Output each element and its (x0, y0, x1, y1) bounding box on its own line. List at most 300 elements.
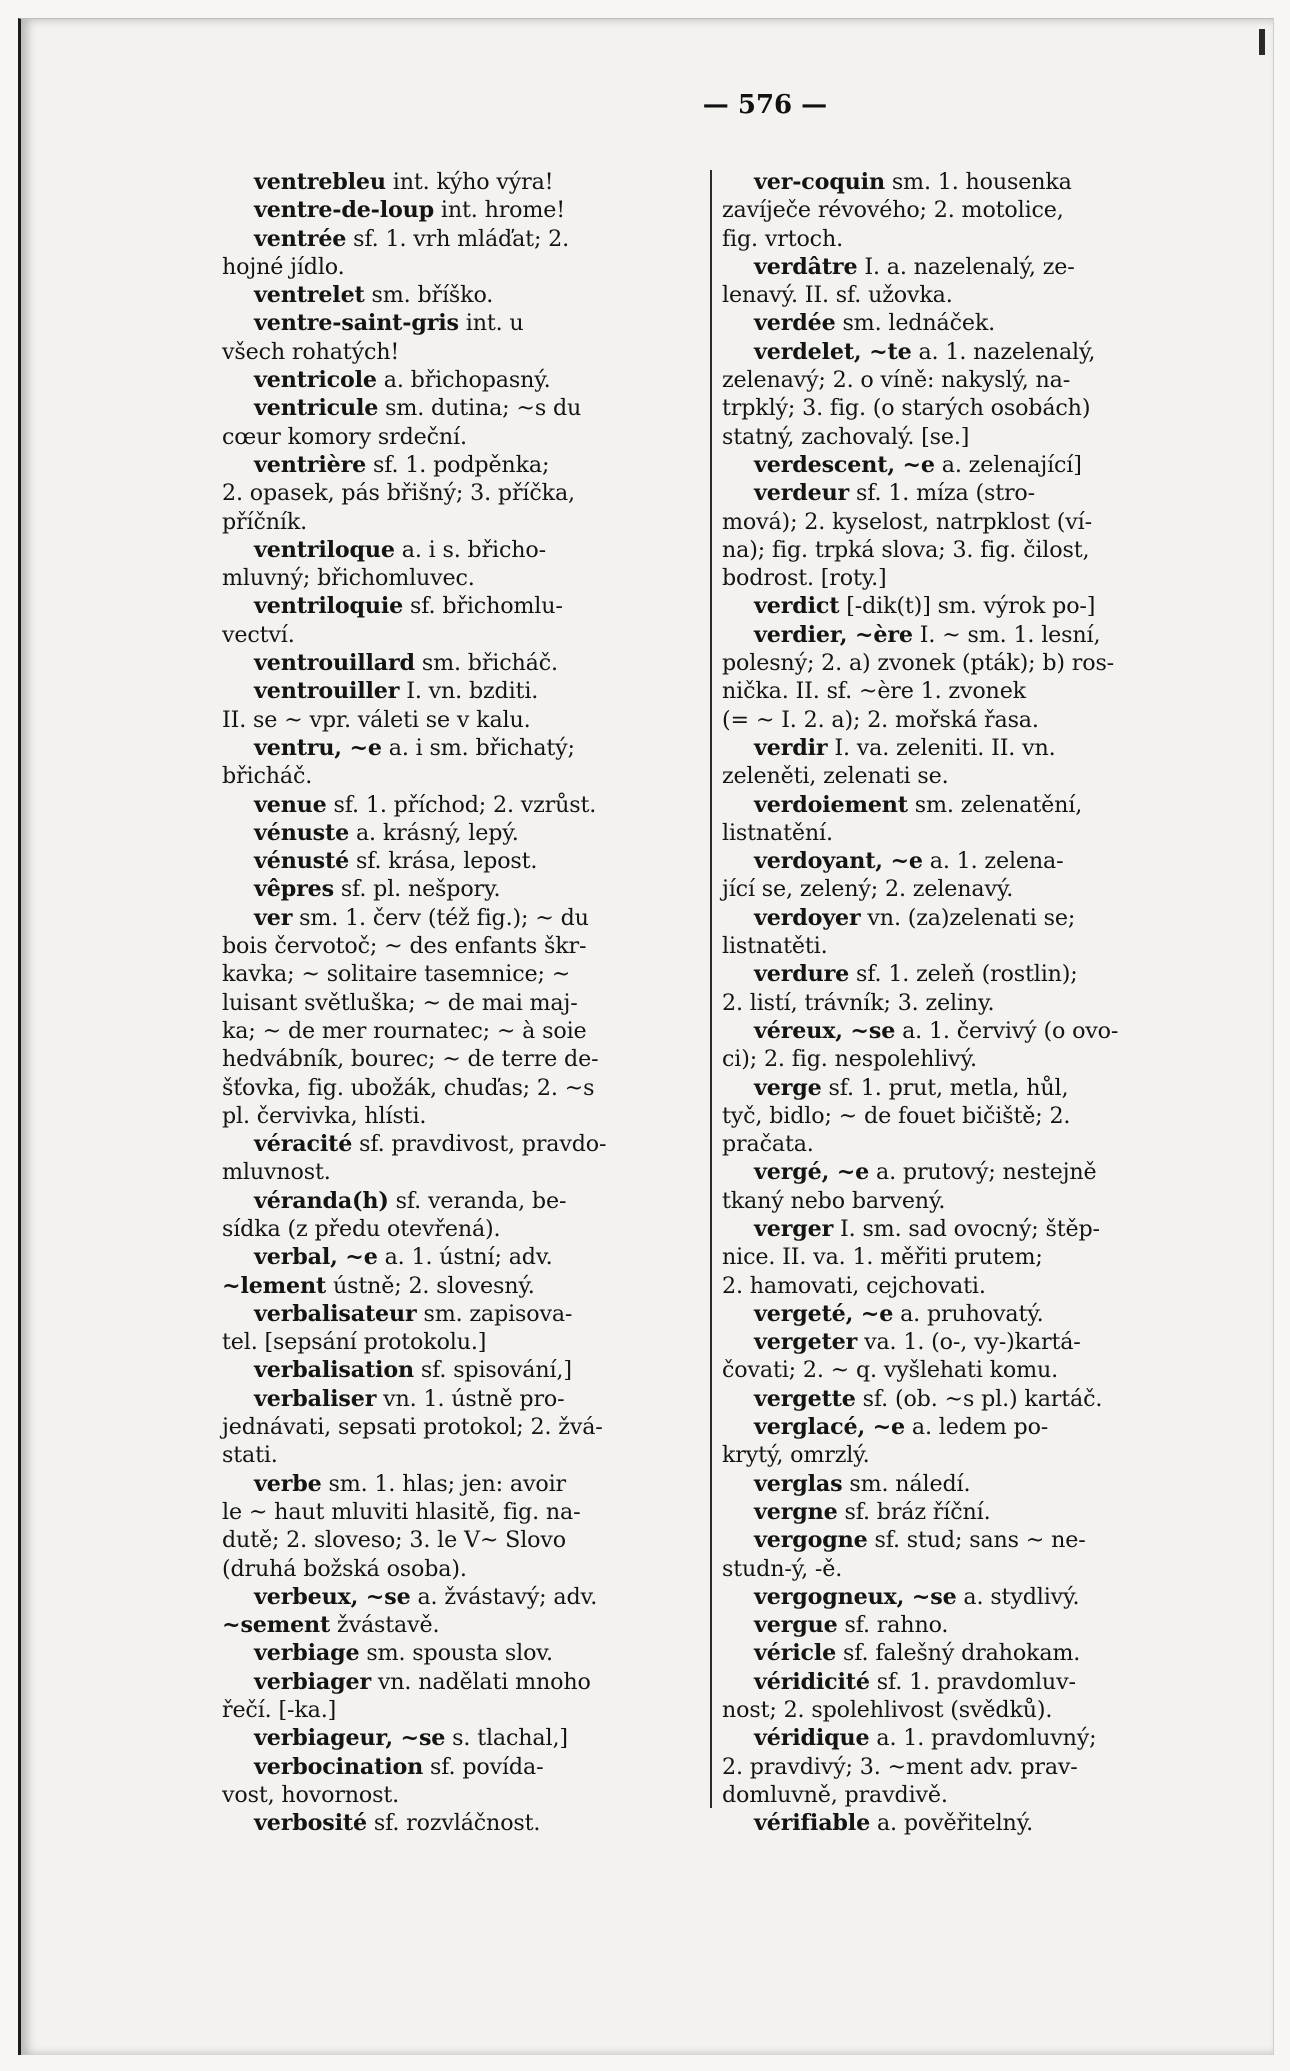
dictionary-continuation-line (722, 875, 1202, 903)
definition-text: le ~ haut mluviti hlasitě, fig. na- (222, 1498, 581, 1525)
headword: ventrebleu (254, 169, 386, 195)
dictionary-entry-line (222, 734, 702, 762)
headword: ventrouillard (254, 650, 415, 677)
dictionary-entry-line (722, 1611, 1202, 1639)
dictionary-entry-line (722, 253, 1202, 281)
definition-text: kavka; ~ solitaire tasemnice; ~ (222, 961, 571, 988)
headword: véridicité (754, 1668, 870, 1695)
headword: véricle (754, 1640, 837, 1667)
definition-text: šťovka, fig. ubožák, chuďas; 2. ~s (222, 1074, 595, 1101)
definition-text: pl. červivka, hlísti. (222, 1102, 427, 1129)
dictionary-entry-line (222, 1130, 702, 1158)
definition-text: sf. (ob. ~s pl.) kartáč. (855, 1385, 1103, 1412)
dictionary-entry-line (722, 1017, 1202, 1045)
headword: ventricule (254, 395, 379, 422)
definition-text: tyč, bidlo; ~ de fouet bičiště; 2. (722, 1102, 1071, 1129)
dictionary-continuation-line (222, 253, 702, 281)
definition-text: lenavý. II. sf. užovka. (722, 282, 953, 309)
dictionary-entry-line (722, 1158, 1202, 1186)
dictionary-entry-line (222, 1724, 702, 1752)
dictionary-continuation-line (722, 932, 1202, 960)
headword: ver-coquin (754, 169, 885, 195)
definition-text: I. a. nazelenalý, ze- (857, 253, 1075, 280)
dictionary-columns (222, 168, 1202, 1837)
definition-text: sm. náledí. (842, 1470, 971, 1497)
dictionary-entry-line (222, 1668, 702, 1696)
dictionary-entry-line (222, 225, 702, 253)
dictionary-entry-line (722, 734, 1202, 762)
definition-text: sm. 1. červ (též fig.); ~ du (292, 904, 589, 931)
dictionary-continuation-line (222, 1215, 702, 1243)
definition-text: sf. 1. pravdomluv- (869, 1668, 1076, 1695)
dictionary-continuation-line (722, 1243, 1202, 1271)
definition-text: a. 1. ústní; adv. (377, 1244, 553, 1271)
definition-text: ci); 2. fig. nespolehlivý. (722, 1046, 977, 1073)
headword: verbal, ~e (254, 1244, 378, 1271)
headword: vergeté, ~e (754, 1300, 894, 1327)
dictionary-continuation-line (222, 621, 702, 649)
definition-text: sm. břicháč. (414, 650, 558, 677)
page-edge-mark (1259, 29, 1265, 55)
dictionary-continuation-line (222, 1017, 702, 1045)
dictionary-continuation-line (222, 1441, 702, 1469)
dictionary-continuation-line (222, 338, 702, 366)
headword: véridique (754, 1725, 870, 1752)
dictionary-continuation-line (222, 1158, 702, 1186)
dictionary-entry-line (222, 1583, 702, 1611)
definition-text: sm. 1. housenka (884, 169, 1072, 195)
dictionary-entry-line (722, 1385, 1202, 1413)
dictionary-continuation-line (222, 1074, 702, 1102)
definition-text: luisant světluška; ~ de mai maj- (222, 989, 578, 1016)
dictionary-continuation-line (222, 1781, 702, 1809)
dictionary-continuation-line (722, 536, 1202, 564)
dictionary-entry-line (722, 1639, 1202, 1667)
definition-text: sf. stud; sans ~ ne- (867, 1527, 1086, 1554)
definition-text: sm. bříško. (364, 282, 494, 309)
definition-text: sm. zelenatění, (907, 791, 1083, 818)
dictionary-continuation-line (722, 1130, 1202, 1158)
left-column (222, 168, 702, 1838)
definition-text: vost, hovornost. (222, 1781, 400, 1808)
dictionary-continuation-line (222, 960, 702, 988)
definition-text: 2. listí, trávník; 3. zeliny. (722, 989, 995, 1016)
headword: vergette (754, 1385, 856, 1412)
headword: ver (254, 904, 293, 931)
definition-text: [-dik(t)] sm. výrok po-] (839, 593, 1096, 620)
definition-text: a. 1. červivý (o ovo- (895, 1017, 1119, 1044)
definition-text: sf. rahno. (837, 1612, 949, 1639)
definition-text: a. prutový; nestejně (869, 1159, 1097, 1186)
dictionary-entry-line (722, 1300, 1202, 1328)
definition-text: sf. břichomlu- (403, 593, 563, 620)
dictionary-entry-line (722, 168, 1202, 196)
dictionary-entry-line (722, 1413, 1202, 1441)
definition-text: sm. lednáček. (835, 310, 996, 337)
definition-text: sf. krása, lepost. (349, 848, 538, 875)
headword: verge (754, 1074, 822, 1101)
definition-text: I. vn. bzditi. (399, 678, 539, 705)
dictionary-entry-line (722, 1526, 1202, 1554)
definition-text: fig. vrtoch. (722, 225, 844, 252)
definition-text: (= ~ I. 2. a); 2. mořská řasa. (722, 706, 1039, 733)
definition-text: a. zelenající] (934, 451, 1082, 478)
definition-text: vectví. (222, 621, 295, 648)
dictionary-continuation-line (222, 989, 702, 1017)
headword: venue (254, 791, 327, 818)
definition-text: I. sm. sad ovocný; štěp- (833, 1215, 1100, 1242)
definition-text: hojné jídlo. (222, 253, 345, 280)
definition-text: mová); 2. kyselost, natrpklost (ví- (722, 508, 1092, 535)
definition-text: zelenavý; 2. o víně: nakyslý, na- (722, 367, 1071, 394)
definition-text: příčník. (222, 508, 308, 535)
definition-text: sf. 1. vrh mláďat; 2. (346, 225, 570, 252)
definition-text: mluvnost. (222, 1159, 331, 1186)
definition-text: dutě; 2. sloveso; 3. le V~ Slovo (222, 1527, 566, 1554)
dictionary-entry-line (222, 1187, 702, 1215)
dictionary-entry-line (222, 904, 702, 932)
headword: verbe (254, 1470, 322, 1497)
headword: vénusté (254, 848, 350, 875)
definition-text: vn. 1. ústně pro- (376, 1385, 565, 1412)
definition-text: a. pruhovatý. (893, 1300, 1044, 1327)
dictionary-continuation-line (222, 1526, 702, 1554)
definition-text: a. stydlivý. (956, 1583, 1080, 1610)
headword: vergne (754, 1498, 838, 1525)
definition-text: sf. povída- (423, 1753, 544, 1780)
definition-text: s. tlachal,] (445, 1725, 568, 1752)
headword: verdure (754, 961, 850, 988)
definition-text: I. ~ sm. 1. lesní, (912, 621, 1101, 648)
headword: vergeter (754, 1329, 858, 1356)
definition-text: a. i s. břicho- (394, 536, 546, 563)
dictionary-entry-line (722, 1809, 1202, 1837)
dictionary-continuation-line (222, 1045, 702, 1073)
dictionary-entry-line (222, 196, 702, 224)
dictionary-entry-line (722, 904, 1202, 932)
headword: ventrelet (254, 282, 365, 309)
dictionary-continuation-line (722, 1187, 1202, 1215)
headword: verdict (754, 593, 840, 620)
definition-text: sf. pl. nešpory. (333, 876, 501, 903)
dictionary-entry-line (722, 479, 1202, 507)
definition-text: sf. falešný drahokam. (836, 1640, 1081, 1667)
headword: ventru, ~e (254, 734, 382, 761)
definition-text: I. va. zeleniti. II. vn. (827, 734, 1056, 761)
dictionary-continuation-line (722, 819, 1202, 847)
definition-text: sm. dutina; ~s du (378, 395, 582, 422)
dictionary-entry-line (222, 791, 702, 819)
definition-text: zeleněti, zelenati se. (722, 763, 949, 790)
definition-text: studn-ý, -ě. (722, 1555, 843, 1582)
dictionary-entry-line (222, 677, 702, 705)
definition-text: sf. 1. příchod; 2. vzrůst. (326, 791, 597, 818)
headword: verdoiement (754, 791, 908, 818)
definition-text: a. břichopasný. (376, 367, 551, 394)
dictionary-continuation-line (222, 564, 702, 592)
headword: ventricole (254, 367, 377, 394)
dictionary-entry-line (222, 1809, 702, 1837)
dictionary-continuation-line (722, 1102, 1202, 1130)
dictionary-entry-line (222, 1356, 702, 1384)
dictionary-entry-line (222, 875, 702, 903)
page-number: — 576 — (702, 90, 828, 120)
dictionary-continuation-line (722, 508, 1202, 536)
definition-text: všech rohatých! (222, 338, 400, 365)
dictionary-continuation-line (722, 677, 1202, 705)
definition-text: sídka (z předu otevřená). (222, 1215, 501, 1242)
definition-text: a. 1. nazelenalý, (911, 338, 1096, 365)
definition-text: žvástavě. (330, 1612, 440, 1639)
headword: verbalisateur (254, 1300, 417, 1327)
definition-text: a. 1. pravdomluvný; (869, 1725, 1097, 1752)
definition-text: mluvný; břichomluvec. (222, 565, 475, 592)
definition-text: polesný; 2. a) zvonek (pták); b) ros- (722, 650, 1115, 677)
dictionary-entry-line (722, 1583, 1202, 1611)
right-column (722, 168, 1202, 1838)
headword: verbeux, ~se (254, 1583, 411, 1610)
headword: ventriloquie (254, 593, 404, 620)
dictionary-entry-line (222, 309, 702, 337)
dictionary-entry-line (222, 536, 702, 564)
headword: verglacé, ~e (754, 1414, 905, 1441)
dictionary-continuation-line (222, 932, 702, 960)
definition-text: a. ledem po- (905, 1414, 1049, 1441)
headword: ~lement (222, 1272, 327, 1299)
headword: verbiager (254, 1668, 371, 1695)
definition-text: stati. (222, 1442, 278, 1469)
definition-text: listnatění. (722, 819, 833, 846)
definition-text: int. u (458, 310, 524, 337)
headword: verdescent, ~e (754, 451, 935, 478)
dictionary-continuation-line (222, 1102, 702, 1130)
dictionary-continuation-line (222, 1498, 702, 1526)
dictionary-entry-line (222, 819, 702, 847)
definition-text: 2. pravdivý; 3. ~ment adv. prav- (722, 1753, 1078, 1780)
dictionary-continuation-line (722, 1272, 1202, 1300)
definition-text: II. se ~ vpr. váleti se v kalu. (222, 706, 531, 733)
dictionary-entry-line (222, 1272, 702, 1300)
dictionary-entry-line (222, 1753, 702, 1781)
definition-text: sf. veranda, be- (388, 1187, 567, 1214)
definition-text: a. 1. zelena- (922, 848, 1064, 875)
headword: vénuste (254, 819, 350, 846)
dictionary-continuation-line (222, 508, 702, 536)
dictionary-entry-line (722, 960, 1202, 988)
definition-text: krytý, omrzlý. (722, 1442, 870, 1469)
headword: vêpres (254, 876, 334, 903)
dictionary-entry-line (722, 847, 1202, 875)
dictionary-continuation-line (222, 706, 702, 734)
definition-text: a. i sm. břichatý; (381, 734, 575, 761)
definition-text: sf. spisování,] (413, 1357, 572, 1384)
definition-text: listnatěti. (722, 933, 828, 960)
dictionary-entry-line (222, 1470, 702, 1498)
definition-text: sf. rozvláčnost. (366, 1810, 541, 1837)
dictionary-continuation-line (222, 1413, 702, 1441)
definition-text: vn. nadělati mnoho (371, 1668, 591, 1695)
headword: verbalisation (254, 1357, 414, 1384)
column-divider (710, 170, 712, 1808)
headword: verdée (754, 310, 836, 337)
dictionary-entry-line (722, 338, 1202, 366)
dictionary-continuation-line (222, 1328, 702, 1356)
dictionary-continuation-line (722, 423, 1202, 451)
definition-text: a. pověřitelný. (870, 1810, 1034, 1837)
definition-text: sm. zapisova- (416, 1300, 573, 1327)
headword: verger (754, 1215, 834, 1242)
dictionary-continuation-line (722, 762, 1202, 790)
definition-text: statný, zachovalý. [se.] (722, 423, 970, 450)
definition-text: cœur komory srdeční. (222, 423, 467, 450)
definition-text: int. hrome! (434, 197, 566, 224)
dictionary-entry-line (722, 1074, 1202, 1102)
definition-text: ka; ~ de mer rournatec; ~ à soie (222, 1017, 587, 1044)
dictionary-continuation-line (722, 394, 1202, 422)
dictionary-continuation-line (722, 1781, 1202, 1809)
dictionary-continuation-line (222, 423, 702, 451)
definition-text: bodrost. [roty.] (722, 565, 887, 592)
definition-text: nička. II. sf. ~ère 1. zvonek (722, 678, 1026, 705)
dictionary-continuation-line (722, 1356, 1202, 1384)
headword: verdâtre (754, 253, 858, 280)
definition-text: va. 1. (o-, vy-)kartá- (857, 1329, 1081, 1356)
dictionary-continuation-line (722, 225, 1202, 253)
definition-text: břicháč. (222, 763, 313, 790)
definition-text: (druhá božská osoba). (222, 1555, 467, 1582)
definition-text: sf. bráz říční. (837, 1498, 991, 1525)
definition-text: int. kýho výra! (385, 169, 554, 195)
definition-text: sm. spousta slov. (359, 1640, 553, 1667)
definition-text: 2. opasek, pás břišný; 3. příčka, (222, 480, 575, 507)
definition-text: sf. 1. zeleň (rostlin); (849, 961, 1078, 988)
dictionary-entry-line (722, 1724, 1202, 1752)
dictionary-entry-line (722, 1328, 1202, 1356)
headword: verdelet, ~te (754, 338, 912, 365)
definition-text: sf. 1. míza (stro- (849, 480, 1035, 507)
definition-text: vn. (za)zelenati se; (860, 904, 1076, 931)
dictionary-entry-line (222, 649, 702, 677)
dictionary-entry-line (222, 168, 702, 196)
definition-text: čovati; 2. ~ q. vyšlehati komu. (722, 1357, 1059, 1384)
definition-text: ústně; 2. slovesný. (326, 1272, 535, 1299)
definition-text: řečí. [-ka.] (222, 1697, 337, 1724)
definition-text: sf. pravdivost, pravdo- (352, 1131, 607, 1158)
headword: verdir (754, 734, 828, 761)
dictionary-entry-line (222, 1300, 702, 1328)
dictionary-entry-line (722, 1668, 1202, 1696)
headword: ventrouiller (254, 678, 400, 705)
headword: verdoyer (754, 904, 861, 931)
headword: ventrée (254, 225, 347, 252)
definition-text: trpklý; 3. fig. (o starých osobách) (722, 395, 1091, 422)
headword: verbiageur, ~se (254, 1725, 446, 1752)
definition-text: jednávati, sepsati protokol; 2. žvá- (222, 1414, 603, 1441)
definition-text: sm. 1. hlas; jen: avoir (321, 1470, 566, 1497)
dictionary-continuation-line (222, 762, 702, 790)
definition-text: sf. 1. podpěnka; (366, 451, 550, 478)
dictionary-entry-line (722, 1215, 1202, 1243)
dictionary-continuation-line (722, 1045, 1202, 1073)
headword: verbiage (254, 1640, 360, 1667)
headword: ~sement (222, 1612, 331, 1639)
headword: véreux, ~se (754, 1017, 896, 1044)
headword: véracité (254, 1131, 353, 1158)
headword: vergue (754, 1612, 838, 1639)
definition-text: hedvábník, bourec; ~ de terre de- (222, 1046, 599, 1073)
headword: verbosité (254, 1810, 367, 1837)
definition-text: tel. [sepsání protokolu.] (222, 1329, 487, 1356)
headword: vergogne (754, 1527, 868, 1554)
dictionary-entry-line (722, 791, 1202, 819)
dictionary-entry-line (222, 281, 702, 309)
definition-text: tkaný nebo barvený. (722, 1187, 946, 1214)
dictionary-entry-line (222, 1639, 702, 1667)
dictionary-entry-line (722, 1470, 1202, 1498)
dictionary-entry-line (222, 1243, 702, 1271)
dictionary-continuation-line (222, 1696, 702, 1724)
headword: verdeur (754, 480, 850, 507)
headword: vergé, ~e (754, 1159, 870, 1186)
definition-text: pračata. (722, 1131, 814, 1158)
dictionary-continuation-line (722, 706, 1202, 734)
definition-text: nice. II. va. 1. měřiti prutem; (722, 1244, 1043, 1271)
headword: ventrière (254, 451, 367, 478)
headword: verdoyant, ~e (754, 848, 923, 875)
definition-text: domluvně, pravdivě. (722, 1781, 948, 1808)
headword: verglas (754, 1470, 843, 1497)
headword: vergogneux, ~se (754, 1583, 957, 1610)
dictionary-continuation-line (722, 1441, 1202, 1469)
headword: ventre-saint-gris (254, 310, 459, 337)
definition-text: jící se, zelený; 2. zelenavý. (722, 876, 1014, 903)
dictionary-continuation-line (722, 989, 1202, 1017)
definition-text: a. žvástavý; adv. (410, 1583, 598, 1610)
headword: véranda(h) (254, 1187, 389, 1214)
dictionary-continuation-line (722, 281, 1202, 309)
definition-text: a. krásný, lepý. (349, 819, 519, 846)
dictionary-entry-line (722, 451, 1202, 479)
dictionary-entry-line (722, 621, 1202, 649)
dictionary-entry-line (222, 1611, 702, 1639)
definition-text: zavíječe révového; 2. motolice, (722, 197, 1064, 224)
headword: verbocination (254, 1753, 424, 1780)
dictionary-entry-line (222, 592, 702, 620)
definition-text: na); fig. trpká slova; 3. fig. čilost, (722, 536, 1090, 563)
dictionary-continuation-line (722, 196, 1202, 224)
dictionary-entry-line (722, 592, 1202, 620)
dictionary-continuation-line (722, 649, 1202, 677)
dictionary-continuation-line (722, 366, 1202, 394)
definition-text: 2. hamovati, cejchovati. (722, 1272, 986, 1299)
dictionary-entry-line (722, 309, 1202, 337)
dictionary-entry-line (222, 394, 702, 422)
headword: verdier, ~ère (754, 621, 913, 648)
dictionary-entry-line (222, 366, 702, 394)
dictionary-entry-line (222, 847, 702, 875)
definition-text: sf. 1. prut, metla, hůl, (821, 1074, 1069, 1101)
dictionary-entry-line (222, 1385, 702, 1413)
dictionary-continuation-line (722, 1555, 1202, 1583)
dictionary-entry-line (222, 451, 702, 479)
dictionary-continuation-line (222, 479, 702, 507)
headword: verbaliser (254, 1385, 377, 1412)
headword: ventriloque (254, 536, 395, 563)
definition-text: nost; 2. spolehlivost (svědků). (722, 1697, 1053, 1724)
dictionary-entry-line (722, 1498, 1202, 1526)
headword: ventre-de-loup (254, 197, 435, 224)
dictionary-continuation-line (222, 1555, 702, 1583)
